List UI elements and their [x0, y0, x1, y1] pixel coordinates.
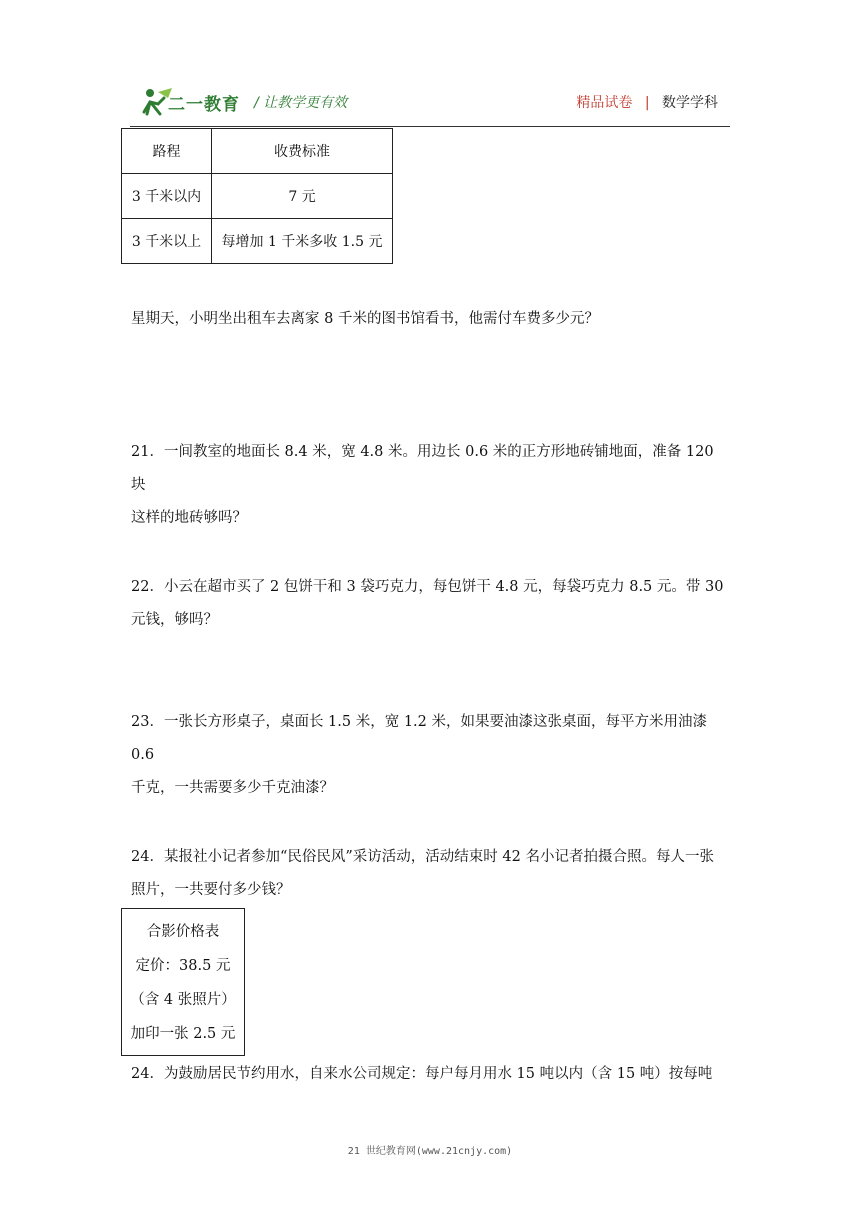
logo-text: 二一教育: [168, 95, 240, 115]
question-line: 星期天，小明坐出租车去离家 8 千米的图书馆看书，他需付车费多少元？: [131, 311, 599, 327]
header-slogan: / 让教学更有效: [254, 95, 348, 111]
question-line: 这样的地砖够吗？: [131, 510, 247, 526]
header-divider: [130, 126, 730, 127]
price-box-line: （含 4 张照片）: [130, 992, 236, 1008]
question-22: [131, 571, 731, 637]
table-cell: 3 千米以上: [122, 219, 212, 264]
table-row: [122, 174, 393, 219]
subject-label: 数学学科: [662, 95, 718, 111]
header-separator: |: [644, 95, 650, 111]
photo-price-box: [121, 908, 245, 1056]
question-line: 21．一间教室的地面长 8.4 米，宽 4.8 米。用边长 0.6 米的正方形地砖铺地面，准备 120 块: [131, 444, 714, 493]
question-line: 照片，一共要付多少钱？: [131, 882, 291, 898]
question-line: 24．某报社小记者参加“民俗民风”采访活动，活动结束时 42 名小记者拍摄合照。每人一张: [131, 849, 714, 865]
question-line: 23．一张长方形桌子，桌面长 1.5 米，宽 1.2 米，如果要油漆这张桌面，每平方米用油漆 0.6: [131, 714, 708, 763]
price-box-line: 定价：38.5 元: [135, 958, 231, 974]
question-line: 元钱，够吗？: [131, 612, 218, 628]
table-header-cell: 路程: [122, 129, 212, 174]
table-cell: 7 元: [212, 174, 393, 219]
taxi-fare-table: [121, 128, 393, 264]
header-right: [576, 92, 718, 112]
question-24b: [131, 1058, 731, 1091]
question-24a: [131, 841, 731, 907]
question-line: 22．小云在超市买了 2 包饼干和 3 袋巧克力，每包饼干 4.8 元，每袋巧克力 8.5 元。带 30: [131, 579, 724, 595]
price-box-title: 合影价格表: [146, 924, 220, 940]
table-cell: 3 千米以内: [122, 174, 212, 219]
question-20-text: [131, 303, 731, 336]
question-21: [131, 436, 731, 535]
page-header: [130, 84, 730, 128]
table-header-row: [122, 129, 393, 174]
brand-label: 精品试卷: [576, 95, 633, 111]
table-header-cell: 收费标准: [212, 129, 393, 174]
question-line: 24．为鼓励居民节约用水，自来水公司规定：每户每月用水 15 吨以内（含 15 吨）按每吨: [131, 1066, 713, 1082]
table-cell: 每增加 1 千米多收 1.5 元: [212, 219, 393, 264]
question-23: [131, 706, 731, 805]
question-line: 千克，一共需要多少千克油漆？: [131, 780, 334, 796]
page-footer: 21 世纪教育网(www.21cnjy.com): [347, 1146, 513, 1157]
price-box-line: 加印一张 2.5 元: [130, 1026, 236, 1042]
table-row: [122, 219, 393, 264]
